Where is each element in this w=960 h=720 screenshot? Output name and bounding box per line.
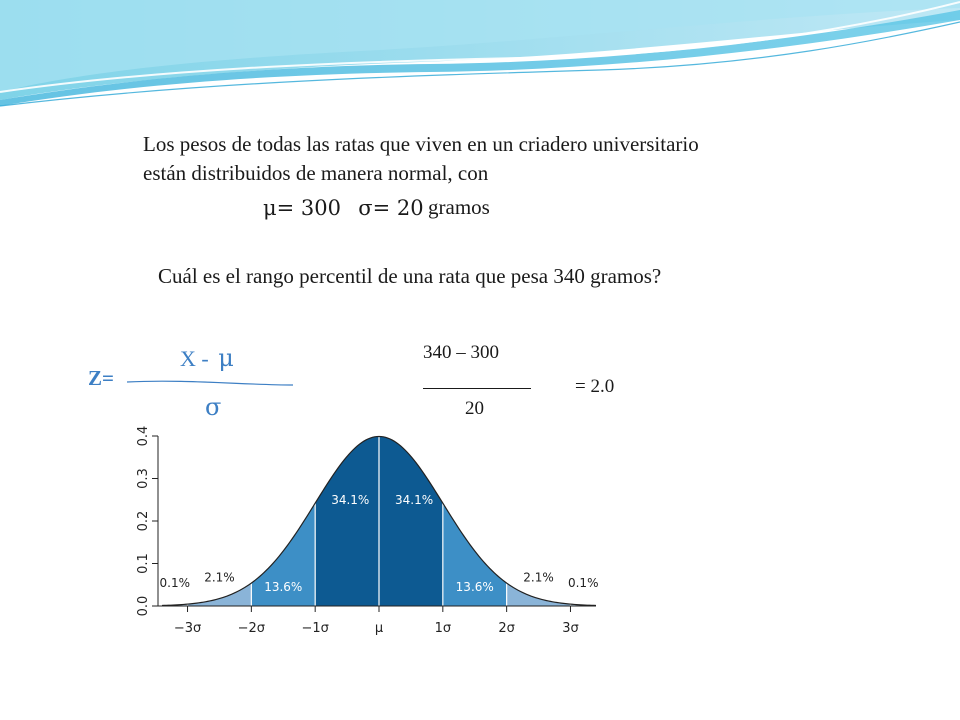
y-tick-label-0: 0.0: [136, 595, 151, 617]
region-label-0: 0.1%: [159, 575, 191, 590]
x-tick-label-0: −3σ: [173, 621, 202, 636]
region-label-2: 13.6%: [264, 580, 303, 595]
units-label: gramos: [428, 195, 490, 219]
y-tick-label-1: 0.1: [136, 553, 151, 574]
x-tick-label-6: 3σ: [562, 621, 579, 636]
region-label-1: 2.1%: [204, 570, 235, 585]
header-wave-decoration: [0, 0, 960, 120]
y-tick-label-2: 0.2: [136, 510, 151, 532]
x-tick-label-2: −1σ: [301, 621, 329, 636]
x-tick-label-5: 2σ: [498, 621, 515, 636]
region-label-3: 34.1%: [331, 493, 370, 507]
calc-fraction-bar: [423, 388, 531, 389]
calc-result: = 2.0: [575, 376, 615, 397]
question-text: Cuál es el rango percentil de una rata que pesa 340 gramos?: [158, 264, 662, 288]
region-label-5: 13.6%: [455, 580, 494, 595]
x-tick-label-1: −2σ: [237, 621, 266, 636]
problem-line-1: Los pesos de todas las ratas que viven en un criadero universitario: [143, 132, 699, 156]
calc-denominator: 20: [465, 398, 484, 419]
x-tick-label-3: μ: [374, 621, 384, 636]
y-tick-label-4: 0.4: [136, 425, 151, 447]
formula-numerator: [180, 344, 234, 372]
z-label: Z=: [88, 366, 114, 390]
formula-sigma: σ: [205, 393, 222, 421]
formula-fraction-bar: [125, 376, 295, 390]
y-tick-label-3: 0.3: [136, 468, 151, 489]
parameters-line: [263, 193, 424, 223]
region-label-7: 0.1%: [567, 575, 599, 590]
region-label-4: 34.1%: [395, 493, 434, 507]
calc-numerator: 340 – 300: [423, 342, 499, 363]
sd-value: σ= 20: [358, 196, 424, 220]
formula-x: X -: [180, 346, 209, 371]
formula-mu: μ: [218, 344, 234, 372]
problem-line-2: están distribuidos de manera normal, con: [143, 161, 489, 185]
x-tick-label-4: 1σ: [434, 621, 452, 636]
mean-value: μ= 300: [263, 196, 342, 220]
region-label-6: 2.1%: [523, 570, 554, 585]
area-region-4: [379, 436, 443, 606]
area-region-3: [315, 436, 379, 606]
normal-distribution-chart: [120, 418, 620, 640]
